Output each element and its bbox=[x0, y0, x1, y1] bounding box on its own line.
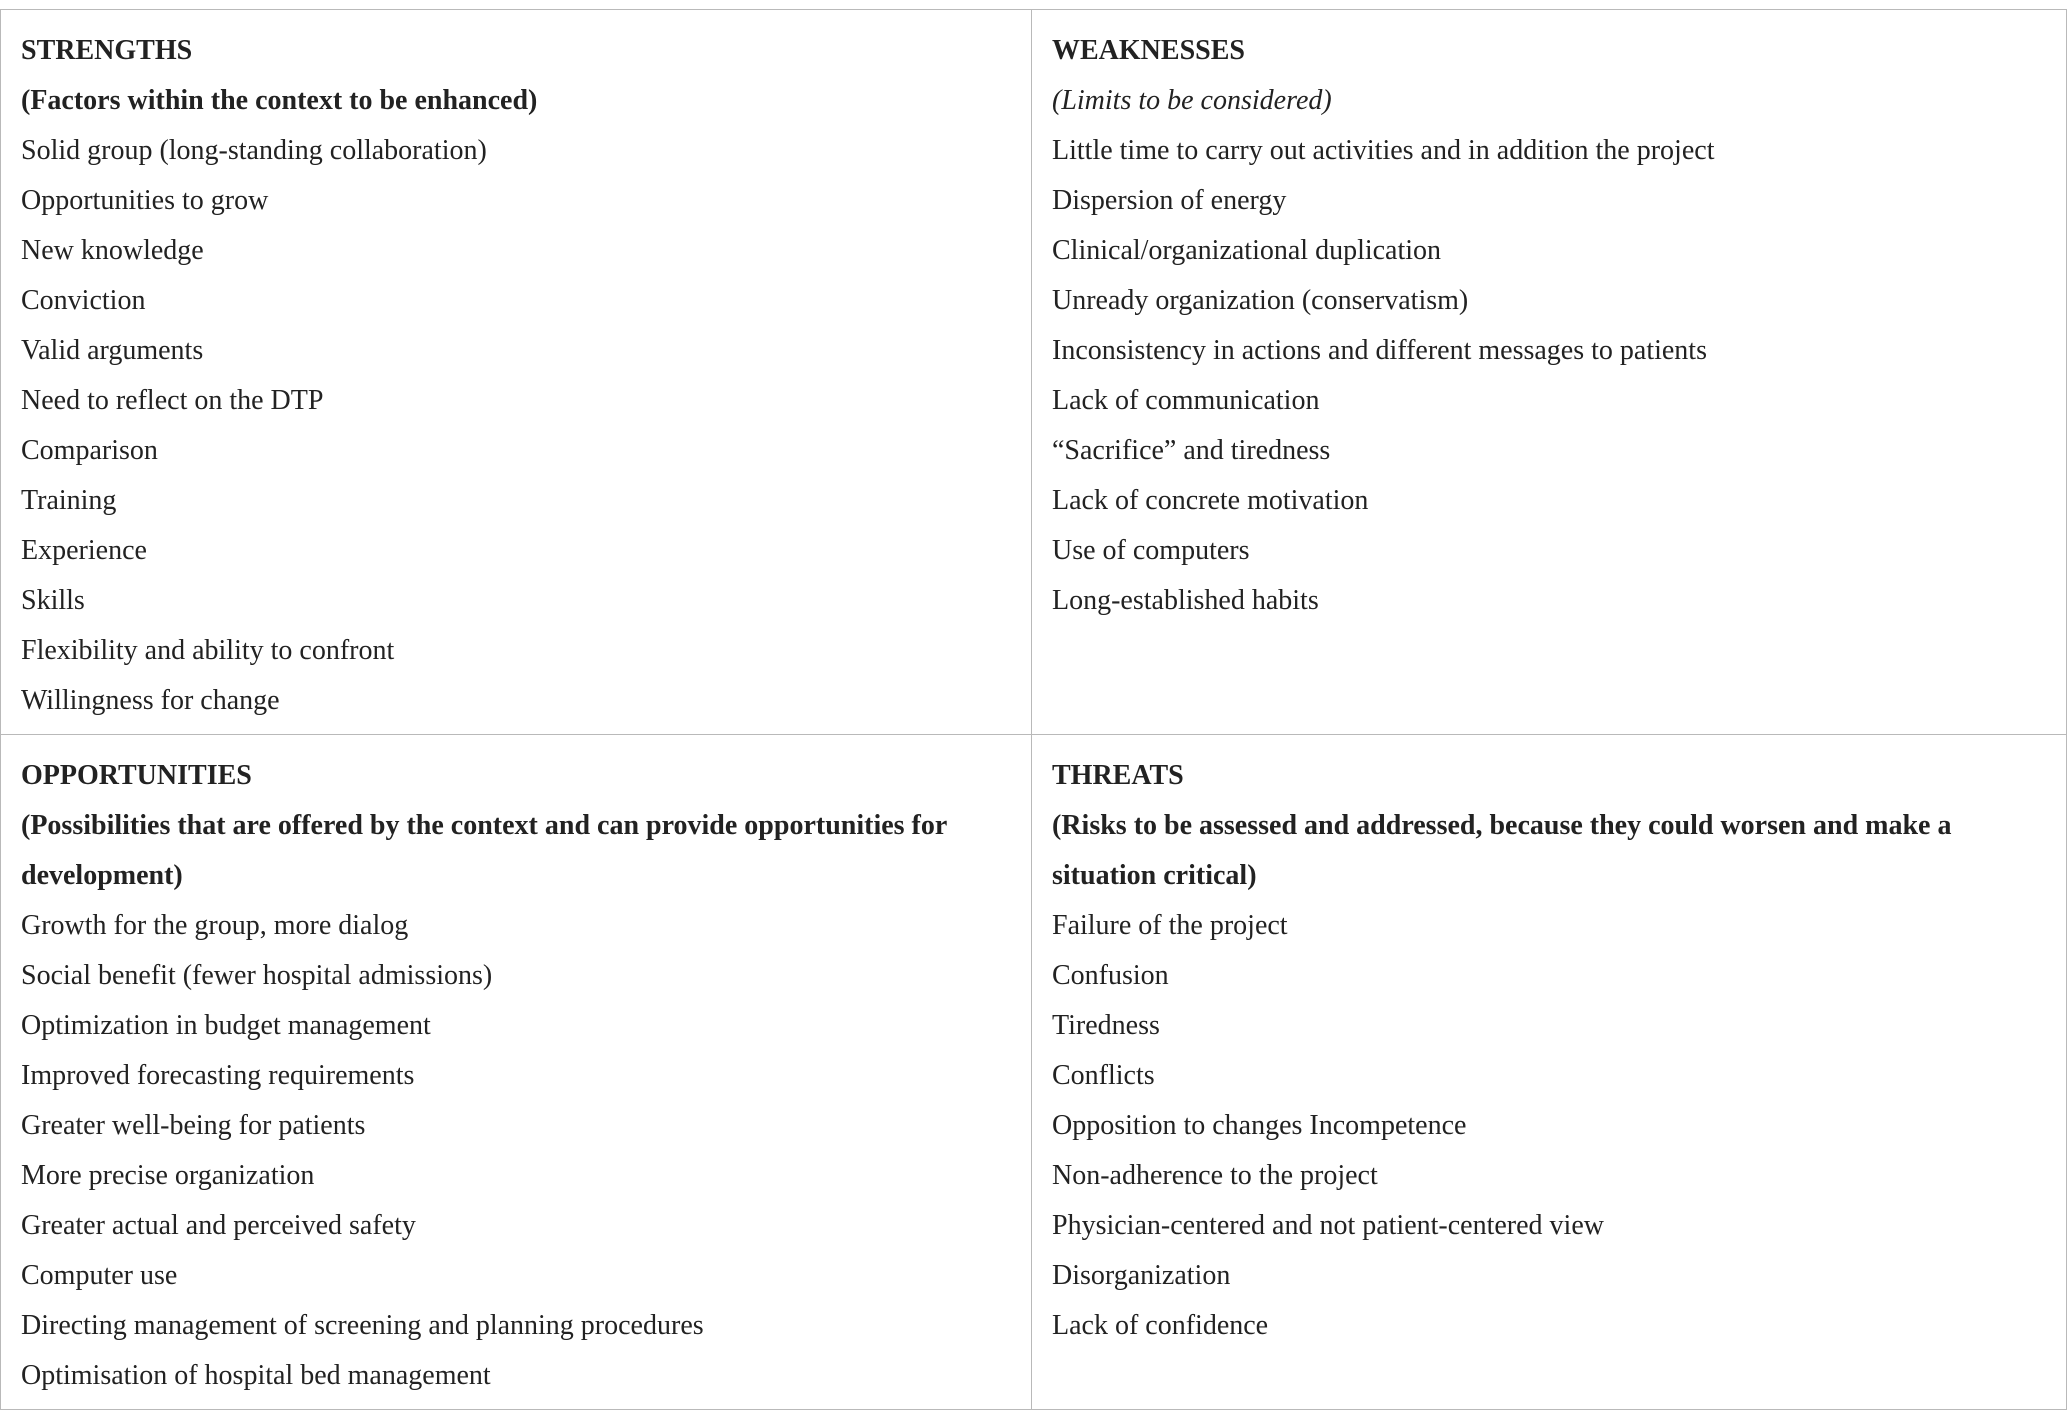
opportunities-item: Directing management of screening and planning procedures bbox=[21, 1310, 704, 1341]
weaknesses-item: “Sacrifice” and tiredness bbox=[1052, 435, 1331, 466]
threats-item: Conflicts bbox=[1052, 1060, 1155, 1091]
weaknesses-cell bbox=[1032, 10, 2067, 735]
opportunities-item: More precise organization bbox=[21, 1160, 315, 1191]
opportunities-item: Optimisation of hospital bed management bbox=[21, 1360, 491, 1391]
opportunities-item: Optimization in budget management bbox=[21, 1010, 431, 1041]
swot-row-bottom bbox=[1, 735, 2067, 1410]
weaknesses-item: Dispersion of energy bbox=[1052, 185, 1287, 216]
strengths-item: Experience bbox=[21, 535, 147, 566]
strengths-item: Valid arguments bbox=[21, 335, 204, 366]
weaknesses-title: WEAKNESSES bbox=[1052, 35, 1245, 66]
opportunities-item: Improved forecasting requirements bbox=[21, 1060, 415, 1091]
swot-table bbox=[0, 9, 2067, 1410]
threats-item: Disorganization bbox=[1052, 1260, 1231, 1291]
opportunities-cell bbox=[1, 735, 1032, 1410]
strengths-cell bbox=[1, 10, 1032, 735]
strengths-item: New knowledge bbox=[21, 235, 204, 266]
threats-item: Confusion bbox=[1052, 960, 1169, 991]
threats-list bbox=[1052, 901, 2046, 1351]
weaknesses-subtitle: (Limits to be considered) bbox=[1052, 85, 1332, 116]
strengths-item: Comparison bbox=[21, 435, 158, 466]
threats-item: Opposition to changes Incompetence bbox=[1052, 1110, 1467, 1141]
strengths-item: Flexibility and ability to confront bbox=[21, 635, 395, 666]
opportunities-item: Growth for the group, more dialog bbox=[21, 910, 409, 941]
strengths-subtitle: (Factors within the context to be enhanced) bbox=[21, 85, 538, 116]
opportunities-item: Greater actual and perceived safety bbox=[21, 1210, 416, 1241]
opportunities-list bbox=[21, 901, 1011, 1401]
threats-item: Failure of the project bbox=[1052, 910, 1288, 941]
threats-item: Lack of confidence bbox=[1052, 1310, 1269, 1341]
strengths-list bbox=[21, 126, 1011, 726]
threats-subtitle: (Risks to be assessed and addressed, because they could worsen and make a situation critical) bbox=[1052, 810, 1952, 891]
swot-row-top bbox=[1, 10, 2067, 735]
threats-item: Tiredness bbox=[1052, 1010, 1160, 1041]
opportunities-title: OPPORTUNITIES bbox=[21, 760, 252, 791]
threats-title: THREATS bbox=[1052, 760, 1184, 791]
weaknesses-list bbox=[1052, 126, 2046, 626]
weaknesses-item: Long-established habits bbox=[1052, 585, 1319, 616]
weaknesses-item: Lack of communication bbox=[1052, 385, 1320, 416]
weaknesses-item: Use of computers bbox=[1052, 535, 1250, 566]
weaknesses-item: Little time to carry out activities and in addition the project bbox=[1052, 135, 1715, 166]
strengths-item: Willingness for change bbox=[21, 685, 280, 716]
strengths-item: Conviction bbox=[21, 285, 146, 316]
opportunities-item: Social benefit (fewer hospital admissions) bbox=[21, 960, 493, 991]
strengths-item: Need to reflect on the DTP bbox=[21, 385, 324, 416]
threats-item: Physician-centered and not patient-centered view bbox=[1052, 1210, 1604, 1241]
strengths-item: Solid group (long-standing collaboration) bbox=[21, 135, 487, 166]
weaknesses-item: Unready organization (conservatism) bbox=[1052, 285, 1469, 316]
weaknesses-item: Clinical/organizational duplication bbox=[1052, 235, 1442, 266]
opportunities-subtitle: (Possibilities that are offered by the context and can provide opportunities for development) bbox=[21, 810, 947, 891]
weaknesses-item: Inconsistency in actions and different messages to patients bbox=[1052, 335, 1707, 366]
opportunities-item: Computer use bbox=[21, 1260, 178, 1291]
opportunities-item: Greater well-being for patients bbox=[21, 1110, 366, 1141]
weaknesses-item: Lack of concrete motivation bbox=[1052, 485, 1369, 516]
strengths-item: Skills bbox=[21, 585, 85, 616]
threats-cell bbox=[1032, 735, 2067, 1410]
strengths-item: Opportunities to grow bbox=[21, 185, 269, 216]
strengths-title: STRENGTHS bbox=[21, 35, 193, 66]
strengths-item: Training bbox=[21, 485, 117, 516]
threats-item: Non-adherence to the project bbox=[1052, 1160, 1378, 1191]
